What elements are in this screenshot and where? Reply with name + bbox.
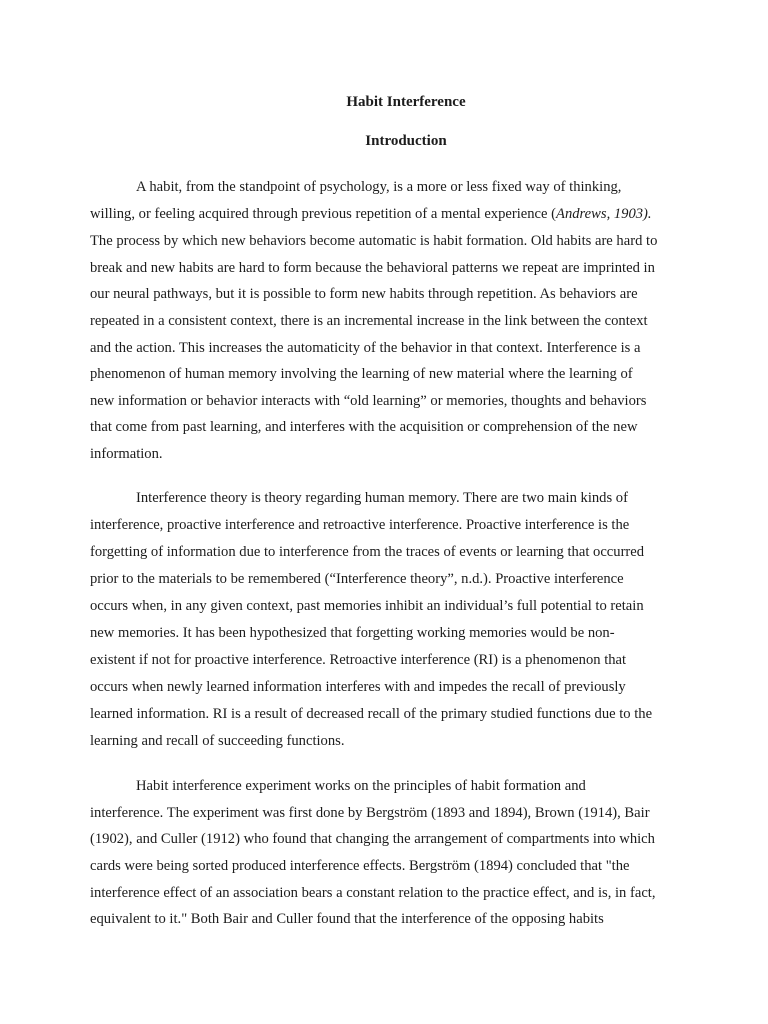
document-title: Habit Interference	[346, 94, 466, 110]
paragraph-line: new information or behavior interacts with “old learning” or memories, thoughts and behaviors	[90, 393, 647, 409]
paragraph-line: prior to the materials to be remembered (“Interference theory”, n.d.). Proactive interference	[90, 571, 624, 587]
paragraph-line: interference. The experiment was first done by Bergström (1893 and 1894), Brown (1914), Bair	[90, 805, 650, 821]
paragraph-line: A habit, from the standpoint of psychology, is a more or less fixed way of thinking,	[136, 179, 622, 195]
paragraph-line: occurs when, in any given context, past memories inhibit an individual’s full potential to retain	[90, 598, 644, 614]
paragraph-line: interference effect of an association bears a constant relation to the practice effect, and is, in fact,	[90, 885, 656, 901]
paragraph-line: learned information. RI is a result of decreased recall of the primary studied functions due to the	[90, 706, 653, 722]
section-heading: Introduction	[365, 133, 447, 149]
paragraph-line: information.	[90, 446, 163, 462]
paragraph-line-text: willing, or feeling acquired through previous repetition of a mental experience (	[90, 206, 557, 222]
paragraph-line	[90, 204, 652, 224]
paragraph-line: existent if not for proactive interference. Retroactive interference (RI) is a phenomenon that	[90, 652, 627, 668]
paragraph-line: equivalent to it." Both Bair and Culler found that the interference of the opposing habits	[90, 911, 604, 927]
paragraph-line: our neural pathways, but it is possible to form new habits through repetition. As behaviors are	[90, 286, 638, 302]
paragraph-line: learning and recall of succeeding functions.	[90, 733, 345, 749]
paragraph-line: (1902), and Culler (1912) who found that changing the arrangement of compartments into which	[90, 831, 655, 847]
paragraph-line: phenomenon of human memory involving the learning of new material where the learning of	[90, 366, 633, 382]
paragraph-line: repeated in a consistent context, there is an incremental increase in the link between the context	[90, 313, 648, 329]
paragraph-line: cards were being sorted produced interference effects. Bergström (1894) concluded that "the	[90, 858, 630, 874]
paragraph-line: new memories. It has been hypothesized that forgetting working memories would be non-	[90, 625, 615, 641]
paragraph-line: occurs when newly learned information interferes with and impedes the recall of previously	[90, 679, 626, 695]
paragraph-line: forgetting of information due to interference from the traces of events or learning that occurred	[90, 544, 645, 560]
paragraph-line: interference, proactive interference and retroactive interference. Proactive interference is the	[90, 517, 630, 533]
paragraph-line: and the action. This increases the automaticity of the behavior in that context. Interference is a	[90, 340, 641, 356]
paragraph-line: break and new habits are hard to form because the behavioral patterns we repeat are imprinted in	[90, 260, 655, 276]
paragraph-line: that come from past learning, and interferes with the acquisition or comprehension of the new	[90, 419, 638, 435]
paragraph-line: Interference theory is theory regarding human memory. There are two main kinds of	[136, 490, 628, 506]
paragraph-line: The process by which new behaviors become automatic is habit formation. Old habits are hard to	[90, 233, 658, 249]
citation: Andrews, 1903).	[556, 206, 652, 222]
paragraph-line: Habit interference experiment works on the principles of habit formation and	[136, 778, 586, 794]
